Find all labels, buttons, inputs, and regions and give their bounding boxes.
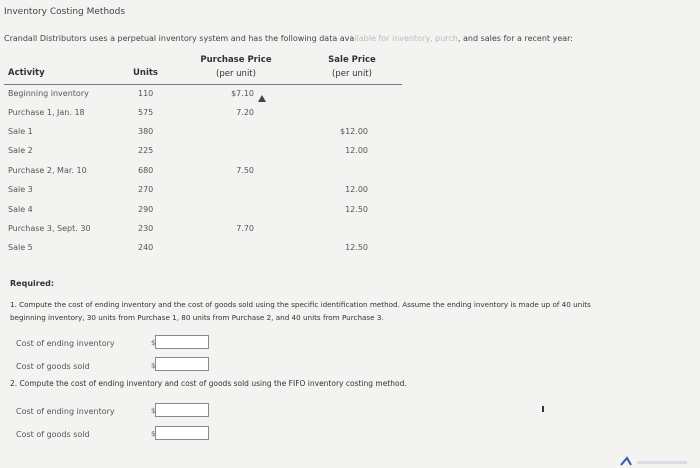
activity-cell: Beginning inventory: [8, 89, 89, 98]
q1-cogs-label: Cost of goods sold: [16, 362, 90, 371]
q2-cogs-label: Cost of goods sold: [16, 430, 90, 439]
currency-symbol: $: [151, 339, 156, 347]
purchase-price-cell: $7.10: [231, 89, 254, 98]
intro-end: and sales for a recent year:: [462, 34, 573, 43]
question-1-line1: 1. Compute the cost of ending inventory and the cost of goods sold using the specific identification method. Assume the ending inventory is made up of 40 units: [10, 300, 591, 309]
q2-ending-inventory-label: Cost of ending inventory: [16, 407, 115, 416]
activity-cell: Sale 5: [8, 243, 33, 252]
sale-price-cell: 12.00: [345, 185, 368, 194]
activity-cell: Purchase 2, Mar. 10: [8, 166, 87, 175]
corner-logo-icon: [617, 452, 697, 466]
units-cell: 270: [138, 185, 154, 194]
currency-symbol: $: [151, 407, 156, 415]
currency-symbol: $: [151, 362, 156, 370]
units-cell: 110: [138, 89, 154, 98]
q2-cogs-input[interactable]: [155, 426, 209, 440]
units-cell: 680: [138, 166, 154, 175]
intro-start: Crandall Distributors uses a perpetual inventory system and has the following data ava: [4, 34, 355, 43]
q1-cogs-input[interactable]: [155, 357, 209, 371]
units-cell: 575: [138, 108, 154, 117]
sale-price-cell: 12.50: [345, 205, 368, 214]
intro-obscured: ilable for inventory, purch: [354, 34, 458, 43]
activity-cell: Purchase 3, Sept. 30: [8, 224, 91, 233]
activity-cell: Sale 3: [8, 185, 33, 194]
mouse-cursor-icon: [258, 95, 266, 102]
activity-cell: Sale 2: [8, 146, 33, 155]
activity-cell: Sale 1: [8, 127, 33, 136]
page-title: Inventory Costing Methods: [4, 7, 126, 17]
purchase-price-cell: 7.70: [236, 224, 254, 233]
intro-text: Crandall Distributors uses a perpetual inventory system and has the following data available for inventory, purch, and sales for a recent year:: [4, 34, 573, 43]
header-rule: [4, 84, 402, 85]
q1-ending-inventory-input[interactable]: [155, 335, 209, 349]
header-sale-price-line1: Sale Price: [328, 55, 376, 65]
purchase-price-cell: 7.20: [236, 108, 254, 117]
header-activity: Activity: [8, 68, 45, 78]
units-cell: 380: [138, 127, 154, 136]
units-cell: 240: [138, 243, 154, 252]
header-purchase-price-line1: Purchase Price: [200, 55, 272, 65]
units-cell: 225: [138, 146, 154, 155]
units-cell: 230: [138, 224, 154, 233]
activity-cell: Sale 4: [8, 205, 33, 214]
header-sale-price-line2: (per unit): [332, 69, 372, 79]
currency-symbol: $: [151, 430, 156, 438]
purchase-price-cell: 7.50: [236, 166, 254, 175]
question-2-text: 2. Compute the cost of ending inventory and cost of goods sold using the FIFO inventory costing method.: [10, 379, 407, 388]
sale-price-cell: 12.50: [345, 243, 368, 252]
scroll-marker-icon: [542, 406, 544, 412]
q1-ending-inventory-label: Cost of ending inventory: [16, 339, 115, 348]
q2-ending-inventory-input[interactable]: [155, 403, 209, 417]
header-purchase-price-line2: (per unit): [216, 69, 256, 79]
required-heading: Required:: [10, 279, 55, 288]
units-cell: 290: [138, 205, 154, 214]
header-units: Units: [133, 68, 158, 78]
question-1-line2: beginning inventory, 30 units from Purchase 1, 80 units from Purchase 2, and 40 units from Purchase 3.: [10, 313, 384, 322]
activity-cell: Purchase 1, Jan. 18: [8, 108, 85, 117]
sale-price-cell: 12.00: [345, 146, 368, 155]
sale-price-cell: $12.00: [340, 127, 368, 136]
